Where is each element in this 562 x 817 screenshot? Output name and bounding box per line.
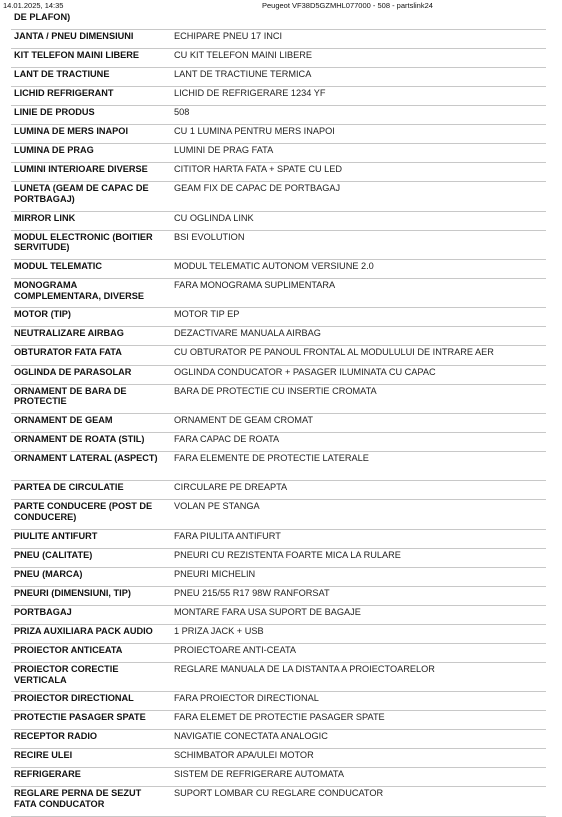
spec-row [11, 643, 546, 662]
spec-key: DE PLAFON) [11, 11, 168, 30]
spec-value: LUMINI DE PRAG FATA [168, 144, 546, 163]
spec-value: REGLARE MANUALA DE LA DISTANTA A PROIECTOARELOR [168, 662, 546, 691]
spec-row [11, 68, 546, 87]
spec-value: SISTEM DE REFRIGERARE AUTOMATA [168, 768, 546, 787]
spec-key: PROIECTOR DIRECTIONAL [11, 692, 168, 711]
spec-row [11, 787, 546, 816]
spec-key: MODUL ELECTRONIC (BOITIER SERVITUDE) [11, 230, 168, 259]
spec-row [11, 11, 546, 30]
spec-value: CITITOR HARTA FATA + SPATE CU LED [168, 163, 546, 182]
spec-row [11, 106, 546, 125]
spec-row [11, 211, 546, 230]
spec-key: PROIECTOR ANTICEATA [11, 643, 168, 662]
spec-value: 508 [168, 106, 546, 125]
spec-key: REFRIGERARE [11, 768, 168, 787]
spec-key: REGLARE PERNA DE SEZUT FATA CONDUCATOR [11, 787, 168, 816]
spec-key: PROTECTIE PASAGER SPATE [11, 711, 168, 730]
spec-row [11, 605, 546, 624]
spec-row [11, 49, 546, 68]
spec-row [11, 365, 546, 384]
spec-key: PIULITE ANTIFURT [11, 529, 168, 548]
spec-key: PARTE CONDUCERE (POST DE CONDUCERE) [11, 500, 168, 529]
spec-key: LUMINI INTERIOARE DIVERSE [11, 163, 168, 182]
spec-value: CU 1 LUMINA PENTRU MERS INAPOI [168, 125, 546, 144]
spec-row [11, 327, 546, 346]
spec-value: ECHIPARE PNEU 17 INCI [168, 30, 546, 49]
spec-value: MODUL TELEMATIC AUTONOM VERSIUNE 2.0 [168, 260, 546, 279]
spec-key: PNEU (MARCA) [11, 567, 168, 586]
spec-value: PNEURI CU REZISTENTA FOARTE MICA LA RULARE [168, 548, 546, 567]
spec-key: PARTEA DE CIRCULATIE [11, 481, 168, 500]
spec-value: 1 PRIZA JACK + USB [168, 624, 546, 643]
spec-value: GEAM FIX DE CAPAC DE PORTBAGAJ [168, 182, 546, 211]
spec-row [11, 279, 546, 308]
spec-value: OGLINDA CONDUCATOR + PASAGER ILUMINATA CU CAPAC [168, 365, 546, 384]
spec-value: PROIECTOARE ANTI-CEATA [168, 643, 546, 662]
spec-value: FARA PROIECTOR DIRECTIONAL [168, 692, 546, 711]
spec-key: ORNAMENT DE BARA DE PROTECTIE [11, 384, 168, 413]
spec-key: ORNAMENT DE GEAM [11, 413, 168, 432]
spec-row [11, 548, 546, 567]
spec-value: SUPORT LOMBAR CU REGLARE CONDUCATOR [168, 787, 546, 816]
spec-key: MIRROR LINK [11, 211, 168, 230]
spec-key: PNEURI (DIMENSIUNI, TIP) [11, 586, 168, 605]
spec-value: LANT DE TRACTIUNE TERMICA [168, 68, 546, 87]
spec-row [11, 711, 546, 730]
spec-value: SCHIMBATOR APA/ULEI MOTOR [168, 749, 546, 768]
spec-row [11, 260, 546, 279]
spec-key: PROIECTOR CORECTIE VERTICALA [11, 662, 168, 691]
spec-key: RECEPTOR RADIO [11, 730, 168, 749]
spec-table-body [11, 11, 546, 816]
spec-value: FARA CAPAC DE ROATA [168, 432, 546, 451]
spec-row [11, 451, 546, 480]
spec-row [11, 163, 546, 182]
spec-value [168, 11, 546, 30]
spec-value: FARA ELEMENTE DE PROTECTIE LATERALE [168, 451, 546, 480]
spec-row [11, 230, 546, 259]
spec-key: OGLINDA DE PARASOLAR [11, 365, 168, 384]
spec-row [11, 30, 546, 49]
spec-key: LINIE DE PRODUS [11, 106, 168, 125]
spec-row [11, 586, 546, 605]
spec-row [11, 749, 546, 768]
spec-value: CU KIT TELEFON MAINI LIBERE [168, 49, 546, 68]
spec-key: NEUTRALIZARE AIRBAG [11, 327, 168, 346]
spec-value: CIRCULARE PE DREAPTA [168, 481, 546, 500]
vehicle-spec-table [11, 11, 546, 817]
spec-key: MONOGRAMA COMPLEMENTARA, DIVERSE [11, 279, 168, 308]
spec-value: NAVIGATIE CONECTATA ANALOGIC [168, 730, 546, 749]
spec-value: FARA PIULITA ANTIFURT [168, 529, 546, 548]
spec-row [11, 346, 546, 365]
spec-row [11, 567, 546, 586]
spec-row [11, 413, 546, 432]
spec-row [11, 182, 546, 211]
spec-value: PNEURI MICHELIN [168, 567, 546, 586]
spec-row [11, 730, 546, 749]
spec-key: ORNAMENT LATERAL (ASPECT) [11, 451, 168, 480]
spec-value: ORNAMENT DE GEAM CROMAT [168, 413, 546, 432]
spec-row [11, 624, 546, 643]
spec-value: CU OGLINDA LINK [168, 211, 546, 230]
spec-key: LICHID REFRIGERANT [11, 87, 168, 106]
spec-key: MODUL TELEMATIC [11, 260, 168, 279]
spec-key: PNEU (CALITATE) [11, 548, 168, 567]
spec-value: FARA MONOGRAMA SUPLIMENTARA [168, 279, 546, 308]
spec-row [11, 529, 546, 548]
spec-key: LANT DE TRACTIUNE [11, 68, 168, 87]
spec-row [11, 384, 546, 413]
spec-row [11, 662, 546, 691]
spec-key: KIT TELEFON MAINI LIBERE [11, 49, 168, 68]
spec-key: PORTBAGAJ [11, 605, 168, 624]
spec-key: OBTURATOR FATA FATA [11, 346, 168, 365]
spec-key: PRIZA AUXILIARA PACK AUDIO [11, 624, 168, 643]
spec-value: BARA DE PROTECTIE CU INSERTIE CROMATA [168, 384, 546, 413]
print-page-title: Peugeot VF38D5GZMHL077000 - 508 - partslink24 [262, 1, 433, 10]
spec-value: FARA ELEMET DE PROTECTIE PASAGER SPATE [168, 711, 546, 730]
spec-value: VOLAN PE STANGA [168, 500, 546, 529]
spec-row [11, 308, 546, 327]
spec-value: BSI EVOLUTION [168, 230, 546, 259]
spec-row [11, 87, 546, 106]
spec-row [11, 125, 546, 144]
spec-key: RECIRE ULEI [11, 749, 168, 768]
spec-key: LUNETA (GEAM DE CAPAC DE PORTBAGAJ) [11, 182, 168, 211]
spec-row [11, 481, 546, 500]
spec-key: JANTA / PNEU DIMENSIUNI [11, 30, 168, 49]
spec-value: CU OBTURATOR PE PANOUL FRONTAL AL MODULULUI DE INTRARE AER [168, 346, 546, 365]
spec-row [11, 432, 546, 451]
spec-row [11, 768, 546, 787]
spec-value: DEZACTIVARE MANUALA AIRBAG [168, 327, 546, 346]
spec-value: LICHID DE REFRIGERARE 1234 YF [168, 87, 546, 106]
spec-row [11, 500, 546, 529]
spec-key: ORNAMENT DE ROATA (STIL) [11, 432, 168, 451]
spec-row [11, 692, 546, 711]
print-datetime: 14.01.2025, 14:35 [3, 1, 64, 10]
spec-value: MOTOR TIP EP [168, 308, 546, 327]
spec-key: LUMINA DE PRAG [11, 144, 168, 163]
spec-key: LUMINA DE MERS INAPOI [11, 125, 168, 144]
spec-row [11, 144, 546, 163]
spec-value: MONTARE FARA USA SUPORT DE BAGAJE [168, 605, 546, 624]
spec-value: PNEU 215/55 R17 98W RANFORSAT [168, 586, 546, 605]
spec-key: MOTOR (TIP) [11, 308, 168, 327]
